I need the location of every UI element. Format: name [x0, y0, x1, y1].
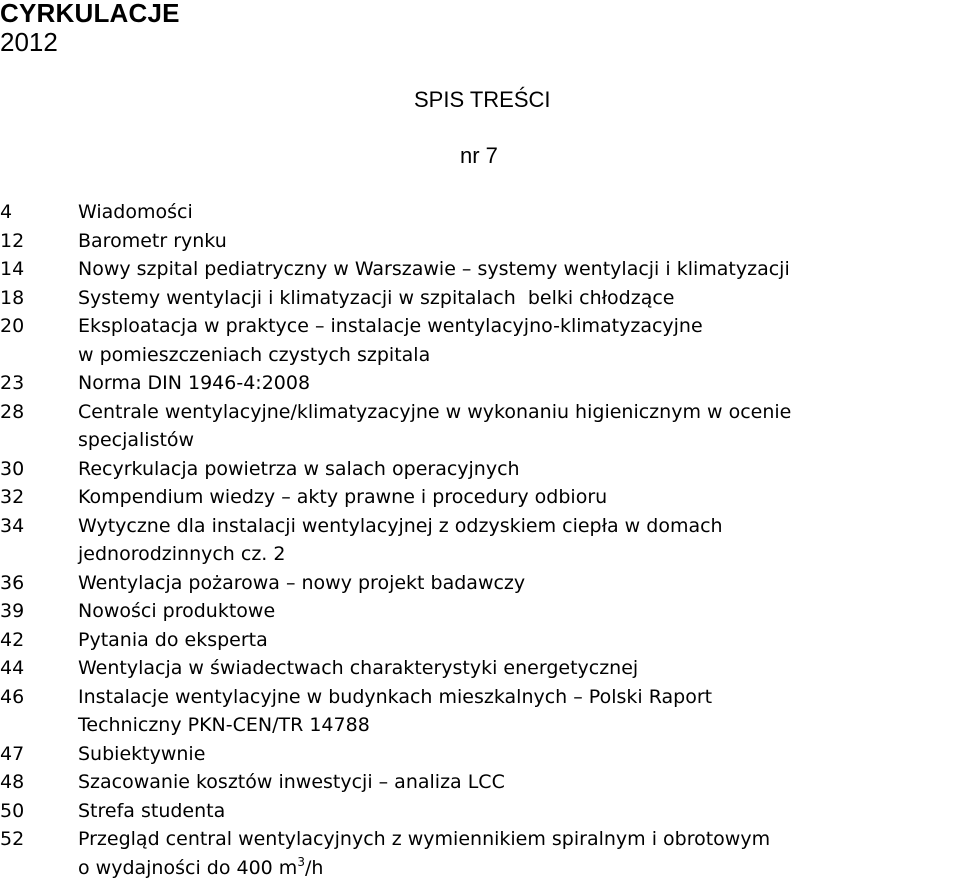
issue-number: nr 7: [460, 143, 498, 168]
toc-entry: [0, 369, 960, 398]
toc-entry-title-line: Centrale wentylacyjne/klimatyzacyjne w wykonaniu higienicznym w ocenie: [78, 400, 792, 423]
toc-entry: [0, 198, 960, 227]
toc-page-number: 52: [0, 828, 25, 850]
toc-entry-title: Nowości produktowe: [78, 600, 276, 622]
toc-page-number: 32: [0, 486, 25, 508]
toc-page-number: 44: [0, 657, 25, 679]
toc-page-number: 46: [0, 685, 25, 708]
toc-entry: [0, 683, 960, 740]
toc-entry-title-line: Eksploatacja w praktyce – instalacje wentylacyjno-klimatyzacyjne: [78, 315, 703, 337]
toc-page-number: 42: [0, 628, 25, 651]
toc-heading: SPIS TREŚCI: [414, 87, 551, 112]
toc-entry-title-line: specjalistów: [78, 429, 195, 451]
toc-page-number: 36: [0, 571, 25, 594]
toc-page-number: 14: [0, 258, 25, 280]
toc-page-number: 20: [0, 315, 25, 337]
toc-page-number: 18: [0, 286, 25, 309]
publication-year: 2012: [0, 27, 58, 57]
toc-entry-title-line: Instalacje wentylacyjne w budynkach mieszkalnych – Polski Raport: [78, 685, 713, 708]
toc-entry-title: Wentylacja pożarowa – nowy projekt badawczy: [78, 571, 526, 594]
toc-entry-title-line: jednorodzinnych cz. 2: [78, 543, 286, 565]
toc-entry: [0, 284, 960, 313]
toc-page-number: 28: [0, 400, 25, 423]
toc-entry-title-line: Wytyczne dla instalacji wentylacyjnej z odzyskiem ciepła w domach: [78, 514, 723, 537]
toc-entry: [0, 597, 960, 626]
toc-entry: [0, 825, 960, 882]
toc-entry: [0, 255, 960, 284]
toc-page-number: 4: [0, 201, 13, 223]
toc-entry: [0, 654, 960, 683]
toc-page-number: 50: [0, 799, 25, 822]
toc-entry: [0, 740, 960, 769]
toc-entry: [0, 768, 960, 797]
toc-entry: [0, 483, 960, 512]
toc-page-number: 30: [0, 457, 25, 480]
toc-entry-title: Strefa studenta: [78, 799, 226, 822]
toc-entry-title-text: o wydajności do 400 m: [78, 856, 298, 879]
toc-entry: [0, 797, 960, 826]
toc-entry-title: Pytania do eksperta: [78, 628, 268, 651]
toc-entry-title: [78, 825, 960, 882]
toc-entry-title-line: Przegląd central wentylacyjnych z wymiennikiem spiralnym i obrotowym: [78, 828, 771, 850]
toc-page-number: 47: [0, 742, 25, 765]
toc-entry-title: [78, 312, 960, 369]
toc-entry-title: [78, 683, 960, 740]
toc-entry-title: Norma DIN 1946-4:2008: [78, 372, 311, 394]
toc-page-number: 34: [0, 514, 25, 537]
toc-entry-title: [78, 512, 960, 569]
toc-entry-title-line: Techniczny PKN-CEN/TR 14788: [78, 714, 370, 736]
toc-entry-title: Nowy szpital pediatryczny w Warszawie – systemy wentylacji i klimatyzacji: [78, 258, 790, 280]
toc-entry-title: Systemy wentylacji i klimatyzacji w szpitalach belki chłodzące: [78, 286, 675, 309]
toc-entry-title: Subiektywnie: [78, 742, 206, 765]
toc-entry-title: Kompendium wiedzy – akty prawne i procedury odbioru: [78, 486, 608, 508]
toc-entry: [0, 398, 960, 455]
toc-entry-title: Wentylacja w świadectwach charakterystyki energetycznej: [78, 657, 639, 679]
toc-entry-title: Barometr rynku: [78, 229, 227, 252]
toc-entry-title-unit-tail: /h: [304, 856, 324, 879]
toc-entry-title-line: [78, 854, 960, 882]
toc-entry: [0, 455, 960, 484]
toc-page-number: 48: [0, 771, 25, 793]
toc-entry: [0, 312, 960, 369]
toc-page-number: 39: [0, 600, 25, 622]
toc-entry: [0, 569, 960, 598]
toc-entry-title: Recyrkulacja powietrza w salach operacyjnych: [78, 457, 520, 480]
table-of-contents: [0, 198, 960, 882]
superscript-exponent: 3: [297, 854, 305, 869]
toc-entry-title: Wiadomości: [78, 201, 193, 223]
toc-page-number: 12: [0, 229, 25, 252]
toc-entry: [0, 626, 960, 655]
publication-title: CYRKULACJE: [0, 0, 180, 28]
toc-page-number: 23: [0, 372, 25, 394]
toc-entry: [0, 227, 960, 256]
toc-entry-title: Szacowanie kosztów inwestycji – analiza LCC: [78, 771, 505, 793]
toc-entry-title: [78, 398, 960, 455]
toc-entry-title-line: w pomieszczeniach czystych szpitala: [78, 343, 431, 366]
toc-entry: [0, 512, 960, 569]
